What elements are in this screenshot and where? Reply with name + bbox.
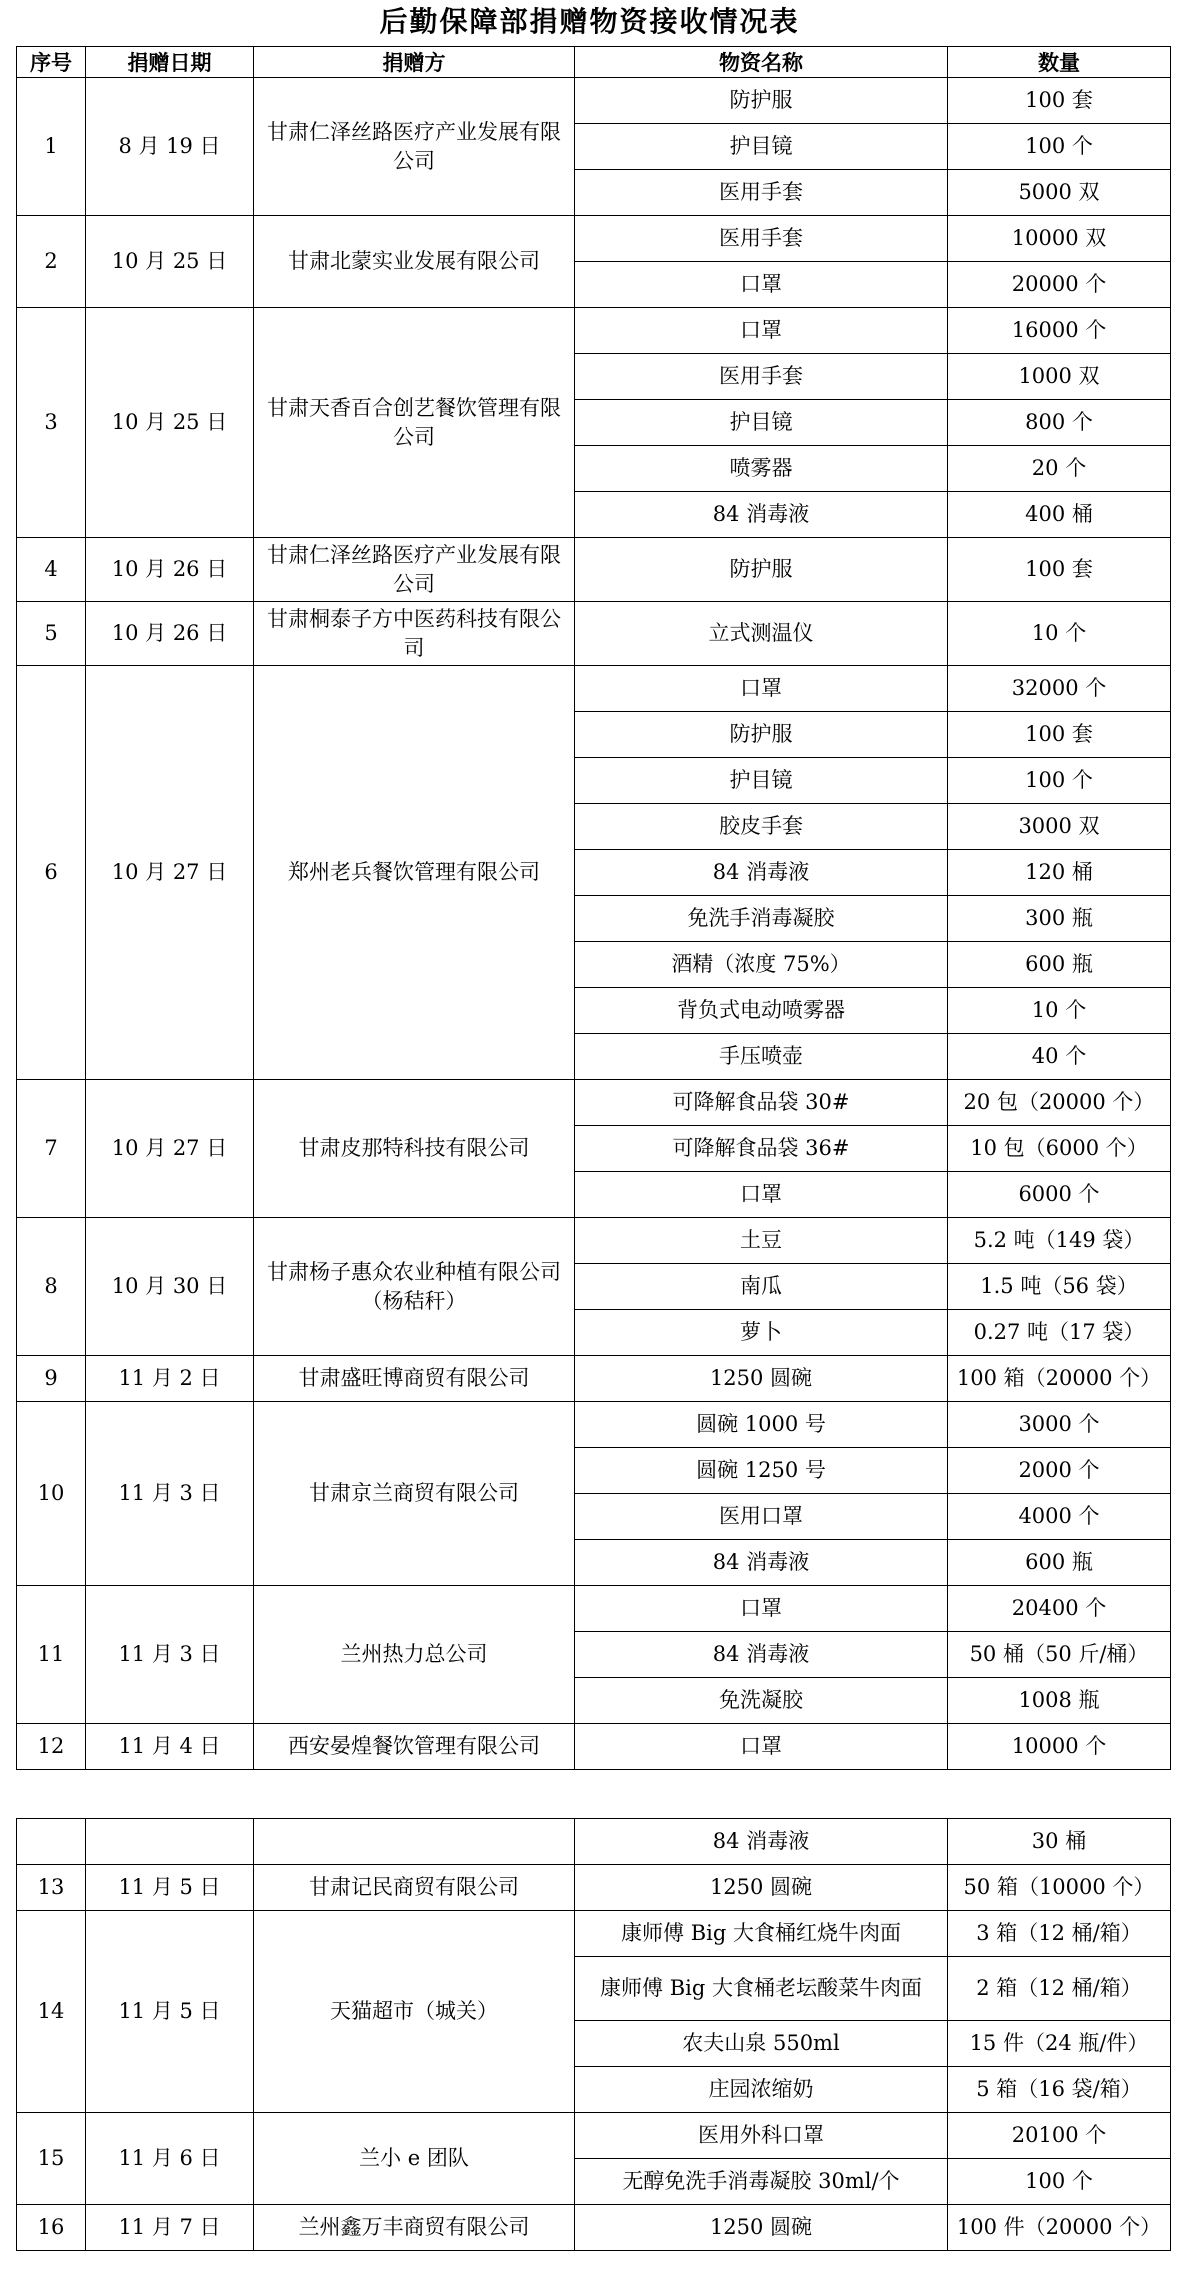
- cell-date: 11 月 6 日: [86, 2113, 254, 2205]
- cell-qty: 3000 个: [948, 1402, 1171, 1448]
- cell-qty: 15 件（24 瓶/件）: [948, 2021, 1171, 2067]
- cell-qty: 50 箱（10000 个）: [948, 1865, 1171, 1911]
- cell-qty: 30 桶: [948, 1819, 1171, 1865]
- cell-qty: 20 个: [948, 446, 1171, 492]
- cell-date: 11 月 7 日: [86, 2205, 254, 2251]
- cell-donor: 甘肃京兰商贸有限公司: [254, 1402, 575, 1586]
- cell-date: 10 月 30 日: [86, 1218, 254, 1356]
- cell-donor: 西安晏煌餐饮管理有限公司: [254, 1724, 575, 1770]
- cell-qty: 100 个: [948, 758, 1171, 804]
- cell-seq: 11: [17, 1586, 86, 1724]
- cell-item: 口罩: [575, 1724, 948, 1770]
- cell-item: 1250 圆碗: [575, 1356, 948, 1402]
- table-row: [17, 78, 1171, 124]
- cell-date: 11 月 3 日: [86, 1402, 254, 1586]
- cell-item: 酒精（浓度 75%）: [575, 942, 948, 988]
- cell-item: 胶皮手套: [575, 804, 948, 850]
- table-row: [17, 538, 1171, 602]
- cell-qty: 4000 个: [948, 1494, 1171, 1540]
- cell-item: 萝卜: [575, 1310, 948, 1356]
- cell-item: 南瓜: [575, 1264, 948, 1310]
- table-row: [17, 2113, 1171, 2159]
- donation-table-continued: [16, 1818, 1171, 2251]
- cell-seq: 10: [17, 1402, 86, 1586]
- table-row: [17, 1402, 1171, 1448]
- cell-item: 医用手套: [575, 216, 948, 262]
- cell-seq: 14: [17, 1911, 86, 2113]
- cell-donor: 甘肃仁泽丝路医疗产业发展有限公司: [254, 538, 575, 602]
- cell-qty: 50 桶（50 斤/桶）: [948, 1632, 1171, 1678]
- table-row: [17, 216, 1171, 262]
- donation-table: [16, 46, 1171, 1770]
- cell-seq: 7: [17, 1080, 86, 1218]
- cell-seq: 3: [17, 308, 86, 538]
- cell-item: 1250 圆碗: [575, 2205, 948, 2251]
- cell-item: 康师傅 Big 大食桶红烧牛肉面: [575, 1911, 948, 1957]
- cell-seq: 15: [17, 2113, 86, 2205]
- table-row: [17, 666, 1171, 712]
- cell-qty: 1.5 吨（56 袋）: [948, 1264, 1171, 1310]
- table-row: [17, 1356, 1171, 1402]
- cell-seq: 13: [17, 1865, 86, 1911]
- cell-item: 护目镜: [575, 124, 948, 170]
- cell-date: 10 月 25 日: [86, 216, 254, 308]
- cell-qty: 800 个: [948, 400, 1171, 446]
- cell-item: 可降解食品袋 36#: [575, 1126, 948, 1172]
- table-row: [17, 1819, 1171, 1865]
- table-row: [17, 308, 1171, 354]
- cell-qty: 16000 个: [948, 308, 1171, 354]
- cell-seq: 16: [17, 2205, 86, 2251]
- cell-qty: 100 个: [948, 124, 1171, 170]
- cell-qty: 120 桶: [948, 850, 1171, 896]
- cell-seq: 5: [17, 602, 86, 666]
- cell-item: 护目镜: [575, 758, 948, 804]
- table-row: [17, 1586, 1171, 1632]
- cell-item: 医用手套: [575, 170, 948, 216]
- cell-item: 口罩: [575, 1586, 948, 1632]
- cell-item: 医用口罩: [575, 1494, 948, 1540]
- cell-date: 10 月 27 日: [86, 1080, 254, 1218]
- cell-item: 84 消毒液: [575, 1632, 948, 1678]
- cell-seq: [17, 1819, 86, 1865]
- cell-item: 无醇免洗手消毒凝胶 30ml/个: [575, 2159, 948, 2205]
- cell-item: 背负式电动喷雾器: [575, 988, 948, 1034]
- cell-donor: 天猫超市（城关）: [254, 1911, 575, 2113]
- cell-item: 1250 圆碗: [575, 1865, 948, 1911]
- cell-item: 医用手套: [575, 354, 948, 400]
- cell-item: 农夫山泉 550ml: [575, 2021, 948, 2067]
- cell-qty: 10 个: [948, 988, 1171, 1034]
- cell-date: 8 月 19 日: [86, 78, 254, 216]
- cell-donor: 甘肃皮那特科技有限公司: [254, 1080, 575, 1218]
- cell-item: 防护服: [575, 78, 948, 124]
- cell-item: 84 消毒液: [575, 1540, 948, 1586]
- cell-item: 口罩: [575, 308, 948, 354]
- cell-qty: 10 个: [948, 602, 1171, 666]
- cell-item: 圆碗 1000 号: [575, 1402, 948, 1448]
- header-item: 物资名称: [575, 47, 948, 78]
- cell-qty: 2 箱（12 桶/箱）: [948, 1957, 1171, 2021]
- cell-seq: 12: [17, 1724, 86, 1770]
- cell-item: 可降解食品袋 30#: [575, 1080, 948, 1126]
- cell-item: 喷雾器: [575, 446, 948, 492]
- cell-date: 10 月 27 日: [86, 666, 254, 1080]
- cell-date: 11 月 4 日: [86, 1724, 254, 1770]
- cell-item: 康师傅 Big 大食桶老坛酸菜牛肉面: [575, 1957, 948, 2021]
- cell-qty: 32000 个: [948, 666, 1171, 712]
- cell-qty: 20000 个: [948, 262, 1171, 308]
- page-title: 后勤保障部捐赠物资接收情况表: [379, 5, 800, 38]
- cell-qty: 20 包（20000 个）: [948, 1080, 1171, 1126]
- header-date: 捐赠日期: [86, 47, 254, 78]
- table-row: [17, 1911, 1171, 1957]
- cell-date: 11 月 2 日: [86, 1356, 254, 1402]
- cell-item: 免洗手消毒凝胶: [575, 896, 948, 942]
- cell-item: 护目镜: [575, 400, 948, 446]
- cell-seq: 6: [17, 666, 86, 1080]
- cell-qty: 20400 个: [948, 1586, 1171, 1632]
- cell-date: 11 月 5 日: [86, 1911, 254, 2113]
- cell-qty: 1008 瓶: [948, 1678, 1171, 1724]
- cell-item: 立式测温仪: [575, 602, 948, 666]
- cell-item: 手压喷壶: [575, 1034, 948, 1080]
- cell-qty: 300 瓶: [948, 896, 1171, 942]
- cell-qty: 1000 双: [948, 354, 1171, 400]
- cell-item: 庄园浓缩奶: [575, 2067, 948, 2113]
- cell-seq: 4: [17, 538, 86, 602]
- table-row: [17, 1218, 1171, 1264]
- cell-donor: 兰州热力总公司: [254, 1586, 575, 1724]
- cell-qty: 40 个: [948, 1034, 1171, 1080]
- cell-item: 84 消毒液: [575, 1819, 948, 1865]
- cell-item: 土豆: [575, 1218, 948, 1264]
- table-row: [17, 2205, 1171, 2251]
- cell-qty: 20100 个: [948, 2113, 1171, 2159]
- cell-qty: 600 瓶: [948, 942, 1171, 988]
- cell-qty: 2000 个: [948, 1448, 1171, 1494]
- cell-seq: 2: [17, 216, 86, 308]
- cell-item: 防护服: [575, 712, 948, 758]
- cell-date: 11 月 3 日: [86, 1586, 254, 1724]
- cell-qty: 10000 个: [948, 1724, 1171, 1770]
- header-seq: 序号: [17, 47, 86, 78]
- cell-donor: 兰小 e 团队: [254, 2113, 575, 2205]
- cell-qty: 100 箱（20000 个）: [948, 1356, 1171, 1402]
- cell-qty: 100 个: [948, 2159, 1171, 2205]
- table-row: [17, 1724, 1171, 1770]
- cell-date: 10 月 26 日: [86, 602, 254, 666]
- cell-donor: [254, 1819, 575, 1865]
- cell-donor: 甘肃桐泰子方中医药科技有限公司: [254, 602, 575, 666]
- cell-donor: 甘肃记民商贸有限公司: [254, 1865, 575, 1911]
- cell-qty: 3000 双: [948, 804, 1171, 850]
- cell-seq: 1: [17, 78, 86, 216]
- cell-qty: 100 套: [948, 538, 1171, 602]
- cell-item: 口罩: [575, 666, 948, 712]
- cell-date: 10 月 26 日: [86, 538, 254, 602]
- cell-date: [86, 1819, 254, 1865]
- cell-qty: 6000 个: [948, 1172, 1171, 1218]
- cell-qty: 400 桶: [948, 492, 1171, 538]
- cell-qty: 5000 双: [948, 170, 1171, 216]
- cell-item: 免洗凝胶: [575, 1678, 948, 1724]
- cell-donor: 郑州老兵餐饮管理有限公司: [254, 666, 575, 1080]
- cell-donor: 甘肃仁泽丝路医疗产业发展有限公司: [254, 78, 575, 216]
- cell-seq: 8: [17, 1218, 86, 1356]
- cell-qty: 0.27 吨（17 袋）: [948, 1310, 1171, 1356]
- cell-seq: 9: [17, 1356, 86, 1402]
- cell-item: 84 消毒液: [575, 492, 948, 538]
- cell-donor: 甘肃杨子惠众农业种植有限公司（杨秸秆）: [254, 1218, 575, 1356]
- cell-donor: 甘肃天香百合创艺餐饮管理有限公司: [254, 308, 575, 538]
- cell-qty: 10000 双: [948, 216, 1171, 262]
- cell-item: 84 消毒液: [575, 850, 948, 896]
- cell-qty: 100 套: [948, 712, 1171, 758]
- cell-date: 11 月 5 日: [86, 1865, 254, 1911]
- cell-qty: 3 箱（12 桶/箱）: [948, 1911, 1171, 1957]
- cell-qty: 100 套: [948, 78, 1171, 124]
- cell-qty: 10 包（6000 个）: [948, 1126, 1171, 1172]
- cell-qty: 600 瓶: [948, 1540, 1171, 1586]
- cell-item: 圆碗 1250 号: [575, 1448, 948, 1494]
- cell-item: 口罩: [575, 262, 948, 308]
- table-row: [17, 1080, 1171, 1126]
- cell-donor: 甘肃北蒙实业发展有限公司: [254, 216, 575, 308]
- cell-date: 10 月 25 日: [86, 308, 254, 538]
- header-qty: 数量: [948, 47, 1171, 78]
- cell-donor: 兰州鑫万丰商贸有限公司: [254, 2205, 575, 2251]
- table-row: [17, 1865, 1171, 1911]
- cell-qty: 5 箱（16 袋/箱）: [948, 2067, 1171, 2113]
- cell-qty: 5.2 吨（149 袋）: [948, 1218, 1171, 1264]
- header-donor: 捐赠方: [254, 47, 575, 78]
- table-row: [17, 602, 1171, 666]
- cell-donor: 甘肃盛旺博商贸有限公司: [254, 1356, 575, 1402]
- cell-item: 医用外科口罩: [575, 2113, 948, 2159]
- cell-item: 口罩: [575, 1172, 948, 1218]
- cell-qty: 100 件（20000 个）: [948, 2205, 1171, 2251]
- cell-item: 防护服: [575, 538, 948, 602]
